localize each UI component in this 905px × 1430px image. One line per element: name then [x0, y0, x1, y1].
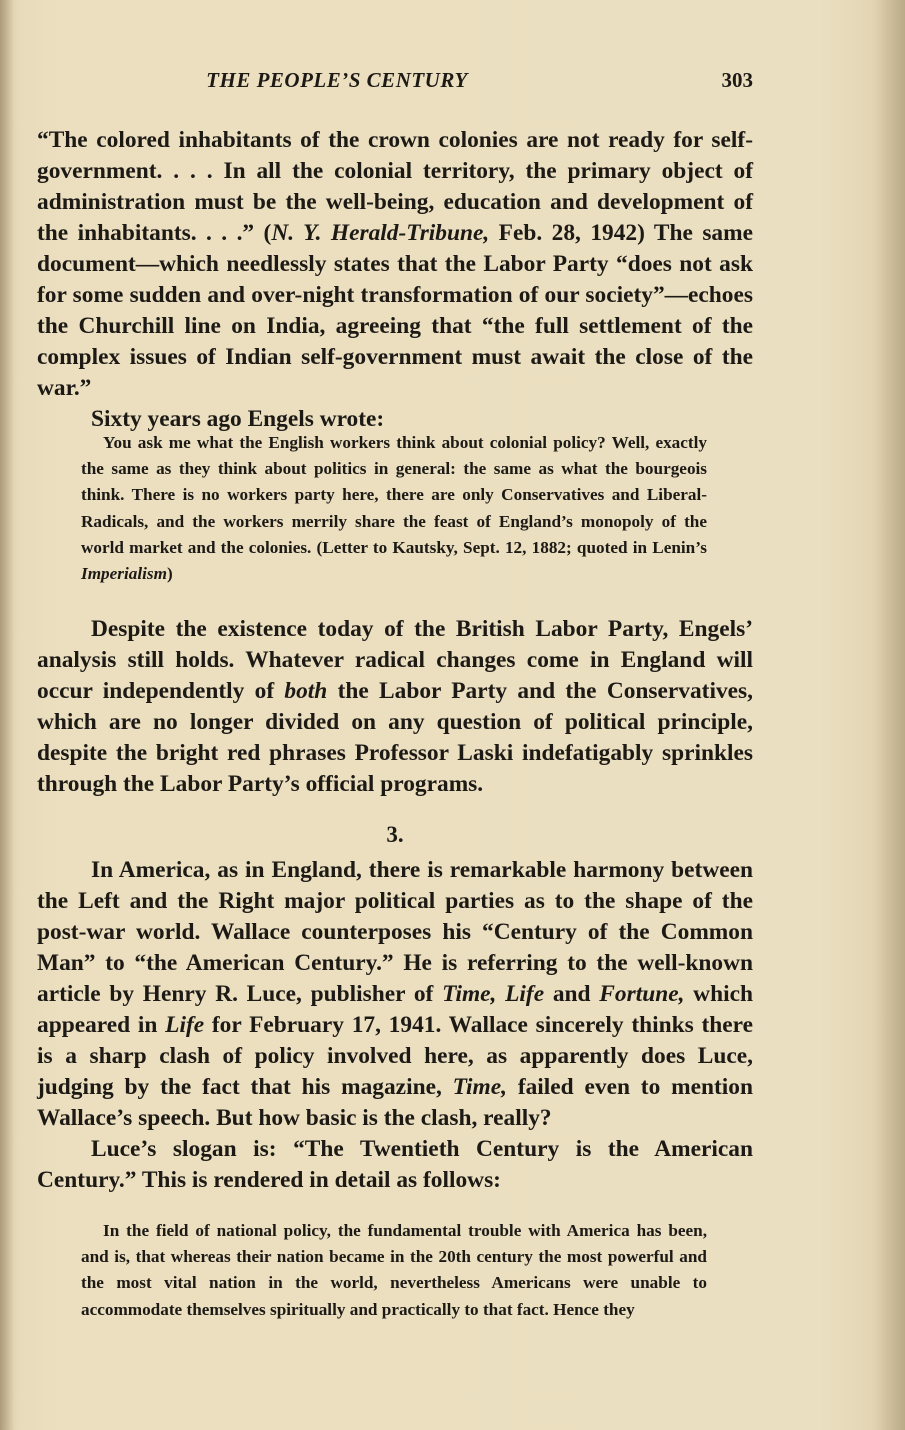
text-run: In America, as in England, there is remarkable harmony between the Left and the Right major political parties as to the shape of the post-war world. Wallace counterposes his “Century of the Common Man” to “the American Century.” He is referring to the well-known article by Henry R. Luce, publisher of: [37, 857, 753, 1007]
block-quote-luce: [81, 1218, 707, 1323]
paragraph: [37, 855, 753, 1134]
paragraph-block-2: [37, 614, 753, 800]
paragraph-block-1: [37, 125, 753, 435]
citation-italic: N. Y. Herald-Tribune,: [271, 220, 490, 246]
gutter-shadow: [0, 0, 14, 1430]
text-run: for February 17, 1941. Wallace sincerely thinks there is a sharp clash of policy involved here, as apparently does Luce, judging by the fact that his magazine,: [37, 1012, 754, 1100]
text-run: which appeared in: [37, 981, 753, 1038]
magazine-title-italic: Fortune,: [599, 981, 685, 1007]
page-number: 303: [721, 68, 753, 92]
magazine-title-italic: Time,: [452, 1074, 507, 1100]
block-quote-engels: [81, 430, 707, 587]
text-run: Feb. 28, 1942) The same document—which needlessly states that the Labor Party “does not ask for some sudden and over-night transformation of our society”—echoes the Churchill line on India, agreeing that “the full settlement of the complex issues of Indian self-government must await the close of the war.”: [37, 220, 753, 401]
paragraph: Sixty years ago Engels wrote:: [91, 406, 385, 432]
text-run: failed even to mention Wallace’s speech. But how basic is the clash, really?: [37, 1074, 753, 1131]
emphasis-italic: both: [284, 678, 328, 704]
text-run: ): [166, 564, 173, 584]
text-run: and: [544, 981, 600, 1007]
text-run: [496, 981, 505, 1007]
running-head: [37, 68, 753, 98]
text-run: Despite the existence today of the British Labor Party, Engels’ analysis still holds. Whatever radical changes come in England will occur independently of: [37, 616, 753, 704]
quote-text: [81, 430, 707, 587]
running-head-title: THE PEOPLE’S CENTURY: [206, 68, 468, 92]
text-run: the Labor Party and the Conservatives, which are no longer divided on any question of political principle, despite the bright red phrases Professor Laski indefatigably sprinkles through the Labor Party’s official programs.: [37, 678, 753, 797]
citation-italic: Imperialism: [81, 564, 167, 584]
magazine-title-italic: Life: [505, 981, 545, 1007]
paragraph: Luce’s slogan is: “The Twentieth Century is the American Century.” This is rendered in detail as follows:: [37, 1136, 753, 1193]
section-number: 3.: [386, 822, 404, 847]
magazine-title-italic: Life: [165, 1012, 205, 1038]
magazine-title-italic: Time,: [442, 981, 497, 1007]
paragraph: [37, 125, 753, 404]
paragraph-block-3: [37, 855, 753, 1196]
quote-text: In the field of national policy, the fundamental trouble with America has been, and is, that whereas their nation became in the 20th century the most powerful and the most vital nation in the world, nevertheless Americans were unable to accommodate themselves spiritually and practically to that fact. Hence they: [81, 1221, 707, 1319]
page-edge: [875, 0, 905, 1430]
paragraph: [37, 614, 753, 800]
text-run: You ask me what the English workers think about colonial policy? Well, exactly the same as they think about politics in general: the same as what the bourgeois think. There is no workers party here, there are only Conservatives and Liberal-Radicals, and the workers merrily share the feast of England’s monopoly of the world market and the colonies. (Letter to Kautsky, Sept. 12, 1882; quoted in Lenin’s: [81, 433, 707, 557]
text-run: “The colored inhabitants of the crown colonies are not ready for self-government. . . . In all the colonial territory, the primary object of administration must be the well-being, education and development of the inhabitants. . . .” (: [37, 127, 753, 246]
